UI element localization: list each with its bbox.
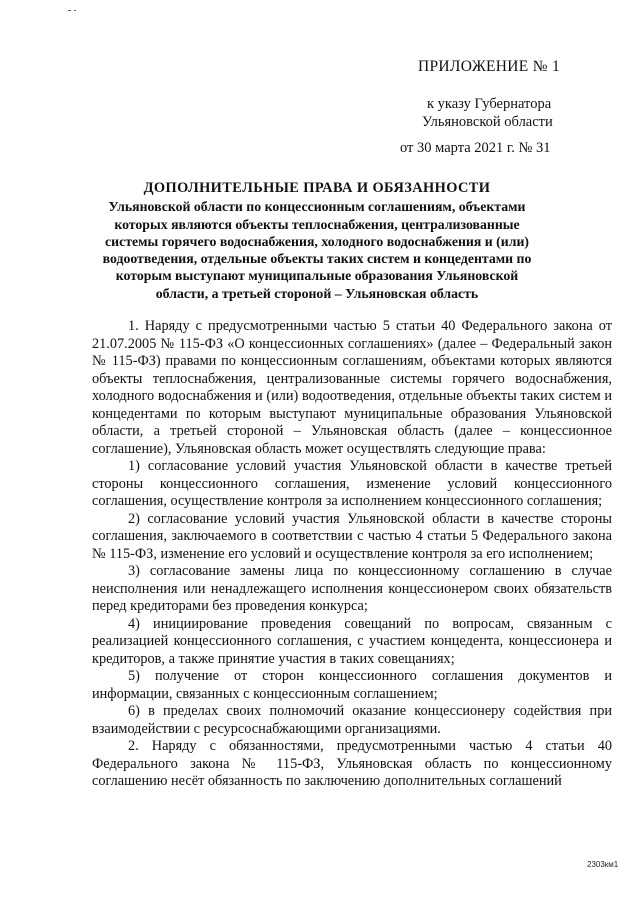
document-title: [90, 180, 544, 302]
document-body: [92, 318, 612, 791]
decree-reference: [422, 95, 553, 131]
list-item-6: 6) в пределах своих полномочий оказание концессионеру содействия при взаимодействии с ресурсоснабжающими организациями.: [92, 703, 612, 737]
decree-date: от 30 марта 2021 г. № 31: [400, 140, 551, 156]
title-main: ДОПОЛНИТЕЛЬНЫЕ ПРАВА И ОБЯЗАННОСТИ: [143, 180, 491, 196]
list-item-1: 1) согласование условий участия Ульяновской области в качестве третьей стороны концессионного соглашения, изменение условий концессионного соглашения, осуществление контроля за исполнением концессионного соглашения;: [92, 458, 612, 509]
scan-mark: [74, 10, 76, 11]
list-item-5: 5) получение от сторон концессионного соглашения документов и информации, связанных с концессионным соглашением;: [92, 668, 612, 702]
list-item-2: 2) согласование условий участия Ульяновской области в качестве стороны соглашения, заключаемого в соответствии с частью 4 статьи 5 Федерального закона № 115-ФЗ, изменение его условий и осуществление контроля за его исполнением;: [92, 510, 612, 562]
appendix-label: ПРИЛОЖЕНИЕ № 1: [418, 58, 561, 75]
list-item-3: 3) согласование замены лица по концессионному соглашению в случае неисполнения или ненадлежащего исполнения концессионером своих обязательств перед кредиторами без проведения конкурса;: [92, 563, 612, 614]
list-item-4: 4) инициирование проведения совещаний по вопросам, связанным с реализацией концессионного соглашения, с участием концедента, концессионера и кредиторов, а также принятие участия в таких совещаниях;: [92, 615, 612, 667]
decree-line-2: Ульяновской области: [422, 114, 553, 130]
title-subtitle: Ульяновской области по концессионным соглашениям, объектами которых являются объекты теплоснабжения, централизованные системы горячего водоснабжения, холодного водоснабжения и (или) водоотведения, отдельные объекты таких систем и концедентами по которым выступают муниципальные образования Ульяновской области, а третьей стороной – Ульяновская область: [102, 199, 532, 301]
decree-line-1: к указу Губернатора: [427, 96, 552, 112]
paragraph-1: 1. Наряду с предусмотренными частью 5 статьи 40 Федерального закона от 21.07.2005 № 115-ФЗ «О концессионных соглашениях» (далее – Федеральный закон № 115-ФЗ) правами по концессионным соглашениям, объектами которых являются объекты теплоснабжения, централизованные системы горячего водоснабжения, холодного водоснабжения и (или) водоотведения, отдельные объекты таких систем и концедентами по которым выступают муниципальные образования Ульяновской области, а третьей стороной – Ульяновская область (далее – концессионное соглашение), Ульяновская область может осуществлять следующие права:: [92, 318, 612, 457]
scan-mark: [68, 10, 71, 11]
footer-code: 2303км1: [587, 860, 619, 869]
paragraph-2: 2. Наряду с обязанностями, предусмотренными частью 4 статьи 40 Федерального закона № 115-ФЗ, Ульяновская область по концессионному соглашению несёт обязанность по заключению дополнительных соглашений: [92, 738, 612, 789]
